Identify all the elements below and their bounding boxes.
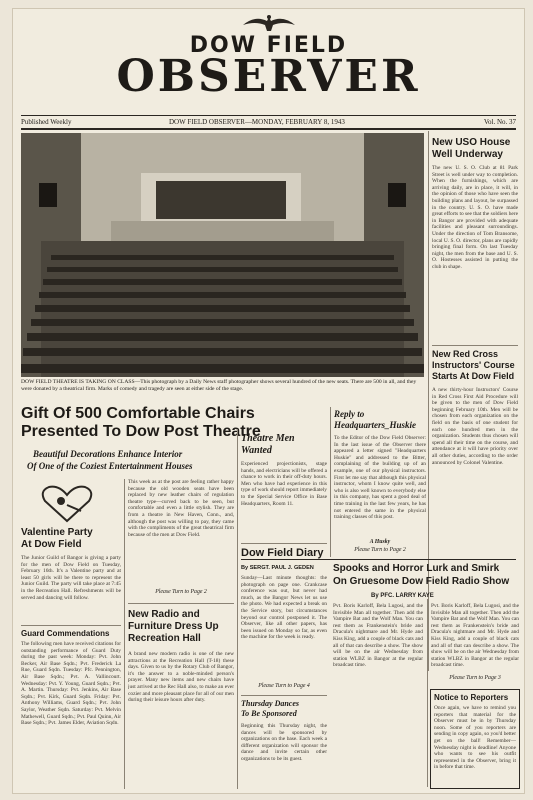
uso-headline-1: New USO House <box>432 137 511 148</box>
chairs-headline-1: Gift Of 500 Comfortable Chairs <box>21 405 255 422</box>
theatre-men-body: Experienced projectionists, stage hands, and electricians will be offered a chance to work in their off-duty hours. Men who have had experience in this type of work should report immediately to the Special Service Office in Base Headquarters, Room 11. <box>241 461 327 507</box>
reply-headline-2: Headquarters_Huskie <box>334 420 417 430</box>
dateline-volume: Vol. No. 37 <box>483 118 516 126</box>
uso-headline-2: Well Underway <box>432 149 503 160</box>
spooks-body-cont: Pvt. Boris Karloff, Bela Lugosi, and the Invisible Man all together. Then add the Vampire Bat and the Wolf Man. You can rest them as Frankenstein's bride and Dracula's nightmare and Mr. Hyde and Kiss King, add a couple of black cats and all of that can describe a show. The show will be on the air Wednesday from station WLBZ in Bangor at the regular broadcast time. <box>431 603 519 669</box>
reply-headline-1: Reply to <box>334 409 365 419</box>
spooks-rule-top <box>241 559 516 560</box>
red-cross-body: A new thirty-hour Instructors' Course in Red Cross First Aid Procedure will be given to the men of Dow Field beginning February 10th. Men will be chosen from each organization on the field on the basis of one student for each one hundred men in the organization. Students thus chosen will spend all their time on the course, and attendance at it will have priority over all other duties, according to the order announced by Colonel Valentine. <box>432 387 518 466</box>
valentine-body: The Junior Guild of Bangor is giving a party for the men of Dow Field on Tuesday, February 16th. It's a Valentine party and at least 50 girls will be there to represent the Junior Guild. The party will take place at 7:45 in the Recreation Hall. Refreshments will be served and dancing will follow. <box>21 555 121 601</box>
red-cross-headline-3: Starts At Dow Field <box>432 371 515 381</box>
diary-body: Sunday—Last minute thoughts: the photograph on page one. Crankcase conference was out, but never had much, as the Bangor News let us use the photo. We had expected a break on the Service story, but circumstances beyond our control postponed it. The Observer, like all other papers, has been issued on Monday so far, as even the machine for the week is ready. <box>241 575 327 641</box>
radio-rec-headline-2: Furniture Dress Up <box>128 621 219 632</box>
dances-body: Beginning this Thursday night, the dances will be sponsored by organizations on the base. Each week a different organization will sponsor the dance and invite certain other organizations to be its guest. <box>241 723 327 762</box>
theatre-photo <box>21 133 424 377</box>
chairs-rule <box>128 603 234 604</box>
red-cross-headline-1: New Red Cross <box>432 349 499 359</box>
column-rule-right <box>428 131 429 671</box>
guard-body: The following men have received citations for outstanding performance of Guard Duty during the past week: Monday: Pvt. John Becker, Air Base Sqdn.; Pvt. Frederick La Rue, Guard Sqdn. Tuesday: Pfc. Pennington, Air Base Sqdn.; Pvt. A. Vallincourt. Wednesday: Pvt. Y. Young, Guard Sqdn.; Pvt. A. Martin. Thursday: Pvt. Jenkins, Air Base Sqdn.; Pvt. Kirk, Guard Sqdn. Friday: Pvt. Anthony Williams, Guard Sqdn.; Pvt. John Saylor, Weather Sqdn. Saturday: Pvt. Melvin Mathewell, Guard Sqdn.; Pvt. Paul Quinn, Air Base Sqdn.; Pvt. James Elder, Aviation Sqdn. <box>21 641 121 727</box>
masthead-title: OBSERVER <box>116 51 421 102</box>
spooks-headline-2: On Gruesome Dow Field Radio Show <box>333 576 510 587</box>
theatre-seats-image <box>21 133 424 377</box>
theatre-men-headline-1: Theatre Men <box>241 433 295 444</box>
notice-body: Once again, we have to remind you reporters that material for the Observer must be in by Thursday noon. Some of you reporters are sending in copy again, so you'd better get on the ball! Remember—Wednesday night is deadline! Anyone who wants to see his outfit represented in the Observer, bring it in before that time. <box>434 705 516 771</box>
column-rule-2 <box>237 429 238 789</box>
radio-rec-headline-1: New Radio and <box>128 609 200 620</box>
spooks-byline: By PFC. LARRY KAYE <box>371 593 434 599</box>
column-rule-4 <box>427 599 428 787</box>
diary-byline: By SERGT. PAUL J. GEDEN <box>241 565 314 571</box>
photo-caption: DOW FIELD THEATRE IS TAKING ON CLASS—This photograph by a Daily News staff photographer shows several hundred of the new seats. There are 500 in all, and they were donated by a theatrical firm. Marks of comedy and tragedy are seen at either side of the stage. <box>21 379 417 392</box>
chairs-body: This week as at the post are feeling rather happy because the old wooden seats have been replaced by new leather chairs of regulation theatre type—curved back to be seen, but comfortable and even a little stylish. They are from a theatre in New Haven, Conn., and, although the post was willing to pay, they came with the compliments of the great theatrical firm because of the men at Dow Field. <box>128 479 234 538</box>
masthead-rule-top <box>21 115 516 116</box>
dances-headline-2: To Be Sponsored <box>241 709 297 718</box>
chairs-subhead-2: Of One of the Coziest Entertainment Houses <box>27 461 193 471</box>
theatre-men-headline-2: Wanted <box>241 445 272 456</box>
masthead-rule-bottom <box>21 128 516 130</box>
dateline-frequency: Published Weekly <box>21 118 72 126</box>
diary-rule <box>241 695 327 696</box>
uso-rule <box>432 345 518 346</box>
uso-body: The new U. S. O. Club at 81 Park Street is well under way to completion. When the furnishings, which are arriving daily, are in place, it will, in the opinion of those who have seen the building plans and layout, be surpassed in the country. U. S. O. have made great efforts to see that the soldiers here in Bangor are provided with adequate facilities and pleasant surroundings. Under the direction of Tom Bransome, local U. S. O. director, plans are rapidly bringing final form. On last Tuesday night, the men from the base and U. S. O. Hostesses assisted in putting the club in shape. <box>432 165 518 270</box>
red-cross-headline-2: Instructors' Course <box>432 360 515 370</box>
radio-rec-headline-3: Recreation Hall <box>128 633 201 644</box>
dances-headline-1: Thursday Dances <box>241 699 300 708</box>
column-rule-1 <box>124 479 125 789</box>
newspaper-page <box>12 8 525 794</box>
reply-body: To the Editor of the Dow Field Observer: In the last issue of the Observer there appeared a letter signed "Headquarters Huskie" and addressed to the Bitter, complaining of the building up of an example, one of our physical instructors. First let me say that although this physical instructor, whom I know quite well, and who is also well known to everybody else in this company, has spent a good deal of time training in the last few years, he has not entered the same in the physical training classes of this post. <box>334 435 426 521</box>
spooks-body: Pvt. Boris Karloff, Bela Lugosi, and the Invisible Man all together. Then add the Vampire Bat and the Wolf Man. You can rest them as Frankenstein's bride and Dracula's nightmare and Mr. Hyde and Kiss King, add a couple of black cats and all of that can describe a show. The show will be on the air Wednesday from station WLBZ in Bangor at the regular broadcast time. <box>333 603 423 669</box>
radio-rec-body: A brand new modern radio is one of the new attractions at the Recreation Hall (T-18) these days. Given to us by the Rotary Club of Bangor, it's the answer to a noble-minded person's prayer. Many new items and new chairs have just arrived at the Rec Hall also, to make an ever cozier and more pleasant place for all of our men during their leisure hours after duty. <box>128 651 234 704</box>
chairs-subhead-1: Beautiful Decorations Enhance Interior <box>33 449 183 459</box>
masthead-dow-field: DOW FIELD <box>189 33 348 58</box>
dateline-date: DOW FIELD OBSERVER—MONDAY, FEBRUARY 8, 1943 <box>169 118 345 126</box>
chairs-continued: Please Turn to Page 2 <box>155 589 207 595</box>
column-rule-3 <box>330 407 331 557</box>
spooks-headline-1: Spooks and Horror Lurk and Smirk <box>333 563 500 574</box>
valentine-rule <box>21 625 121 626</box>
valentine-headline-2: At Dow Field <box>21 539 82 550</box>
chairs-headline-2: Presented To Dow Post Theatre <box>21 423 261 440</box>
valentine-headline-1: Valentine Party <box>21 527 93 538</box>
reply-signature: A Husky <box>369 539 391 545</box>
guard-headline: Guard Commendations <box>21 629 110 638</box>
diary-headline: Dow Field Diary <box>241 547 324 559</box>
valentine-cartoon-icon <box>37 481 97 525</box>
diary-continued: Please Turn to Page 4 <box>258 683 310 689</box>
notice-headline: Notice to Reporters <box>434 693 509 702</box>
theatre-men-rule <box>241 543 327 544</box>
eagle-emblem-icon <box>241 11 297 35</box>
reply-continued: Please Turn to Page 2 <box>354 547 406 553</box>
spooks-continued: Please Turn to Page 3 <box>449 675 501 681</box>
